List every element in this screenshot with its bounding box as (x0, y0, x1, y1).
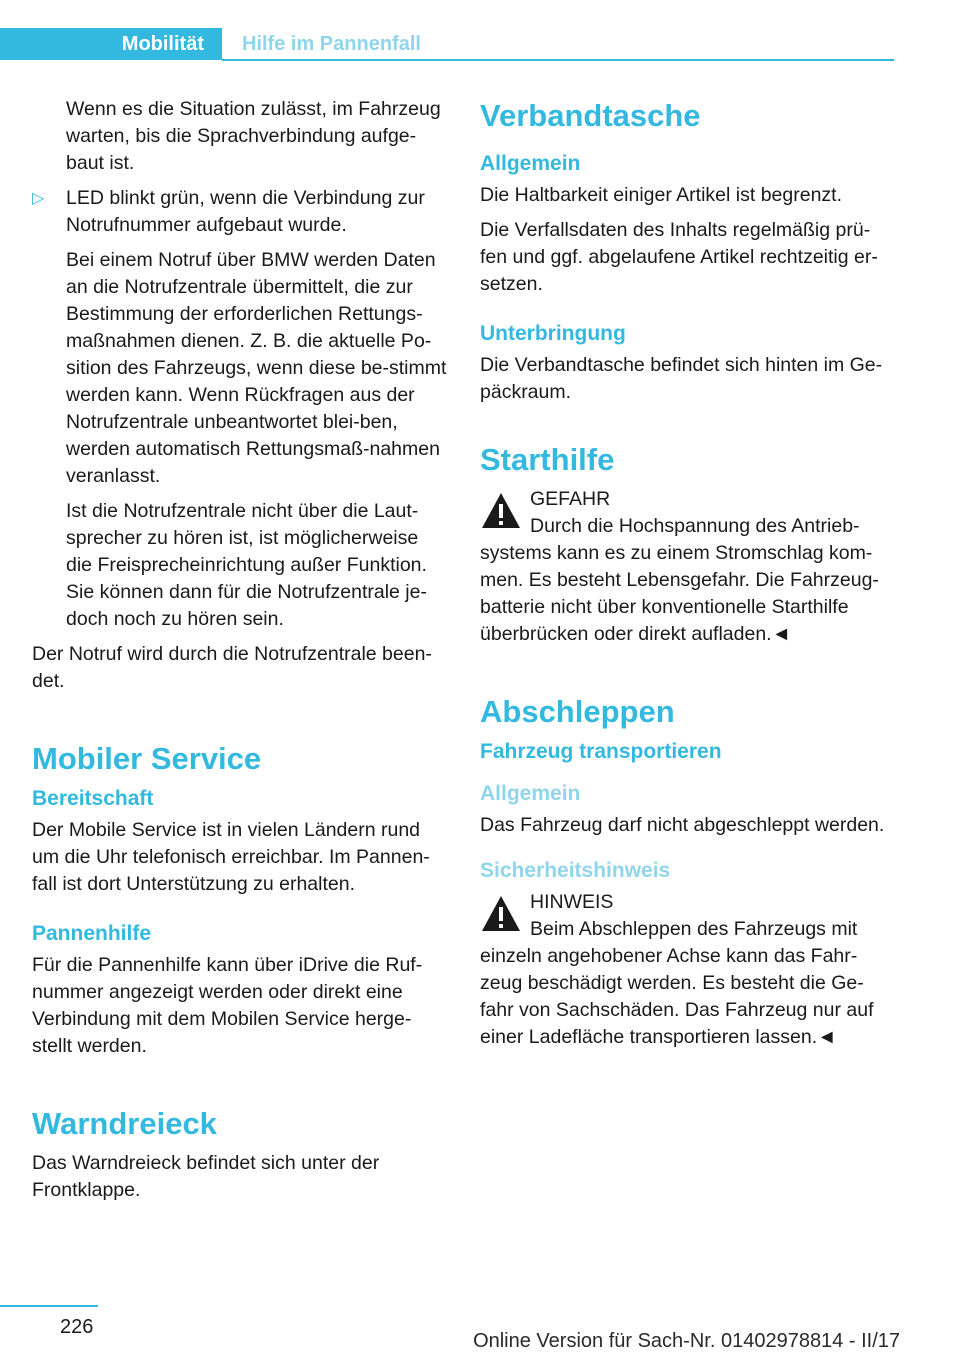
paragraph: Wenn es die Situation zulässt, im Fahrzeug warten, bis die Sprachverbindung aufge‐baut ist. (66, 98, 441, 174)
paragraph: Der Mobile Service ist in vielen Ländern rund um die Uhr telefonisch erreichbar. Im Pannen‐fall ist dort Unterstützung zu erhalten. (32, 819, 430, 895)
notice-text: Beim Abschleppen des Fahrzeugs mit einzeln angehobener Achse kann das Fahr‐zeug beschädigt werden. Es besteht die Ge‐fahr von Sachschäden. Das Fahrzeug nur auf einer Ladefläche transportieren lassen.◄ (480, 918, 874, 1048)
chapter-tab-label: Mobilität (121, 33, 204, 55)
subsection-heading: Bereitschaft (32, 787, 154, 810)
paragraph: Die Verfallsdaten des Inhalts regelmäßig prü‐fen und ggf. abgelaufene Artikel rechtzeitig er‐setzen. (480, 219, 878, 295)
subsubsection-heading: Allgemein (480, 782, 581, 805)
online-version-note: Online Version für Sach-Nr. 01402978814 - II/17 (473, 1330, 900, 1352)
subsection-heading: Fahrzeug transportieren (480, 740, 722, 763)
section-heading: Verbandtasche (480, 98, 701, 133)
paragraph: Das Warndreieck befindet sich unter der Frontklappe. (32, 1152, 380, 1201)
list-item (32, 185, 448, 239)
paragraph: Ist die Notrufzentrale nicht über die Laut‐sprecher zu hören ist, ist möglicherweise die Freisprecheinrichtung außer Funktion. Sie können dann für die Notrufzentrale je‐doch noch zu hören sein. (66, 500, 427, 630)
section-heading: Abschleppen (480, 694, 675, 729)
section-heading: Mobiler Service (32, 741, 262, 776)
paragraph: Bei einem Notruf über BMW werden Daten an die Notrufzentrale übermittelt, die zur Bestimmung der erforderlichen Rettungs‐maßnahmen dienen. Z. B. die aktuelle Po‐sition des Fahrzeugs, wenn diese be‐stimmt werden kann. Wenn Rückfragen aus der Notrufzentrale unbeantwortet blei‐ben, werden automatisch Rettungsmaß‐nahmen veranlasst. (66, 249, 447, 487)
right-column (480, 96, 894, 1059)
chapter-tab[interactable] (0, 28, 222, 60)
section-tab-label: Hilfe im Pannenfall (242, 33, 421, 55)
subsection-heading: Unterbringung (480, 322, 626, 345)
danger-label: GEFAHR (530, 488, 611, 510)
paragraph: Für die Pannenhilfe kann über iDrive die Ruf‐nummer angezeigt werden oder direkt eine Verbindung mit dem Mobilen Service herge‐stellt werden. (32, 954, 423, 1057)
warning-triangle-icon (480, 490, 522, 532)
paragraph: Die Haltbarkeit einiger Artikel ist begrenzt. (480, 184, 842, 206)
header-rule (222, 59, 894, 61)
paragraph: LED blinkt grün, wenn die Verbindung zur Notrufnummer aufgebaut wurde. (66, 187, 425, 236)
subsubsection-heading: Sicherheitshinweis (480, 859, 671, 882)
section-heading: Warndreieck (32, 1106, 217, 1141)
page-number: 226 (60, 1316, 94, 1338)
footer-rule (0, 1305, 98, 1307)
notice-label: HINWEIS (530, 891, 614, 913)
notice (480, 889, 894, 1051)
paragraph: Die Verbandtasche befindet sich hinten im Ge‐päckraum. (480, 354, 883, 403)
section-tab[interactable] (222, 28, 421, 60)
warning-triangle-icon (480, 893, 522, 935)
danger-notice (480, 486, 894, 648)
triangle-right-icon: ▷ (32, 190, 45, 207)
subsection-heading: Pannenhilfe (32, 922, 152, 945)
section-heading: Starthilfe (480, 442, 615, 477)
paragraph: Das Fahrzeug darf nicht abgeschleppt werden. (480, 814, 885, 836)
left-column (32, 96, 448, 1212)
paragraph: Der Notruf wird durch die Notrufzentrale been‐det. (32, 643, 432, 692)
subsection-heading: Allgemein (480, 152, 581, 175)
danger-text: Durch die Hochspannung des Antrieb‐systems kann es zu einem Stromschlag kom‐men. Es besteht Lebensgefahr. Die Fahrzeug‐batterie nicht über konventionelle Starthilfe überbrücken oder direkt aufladen.◄ (480, 515, 879, 645)
